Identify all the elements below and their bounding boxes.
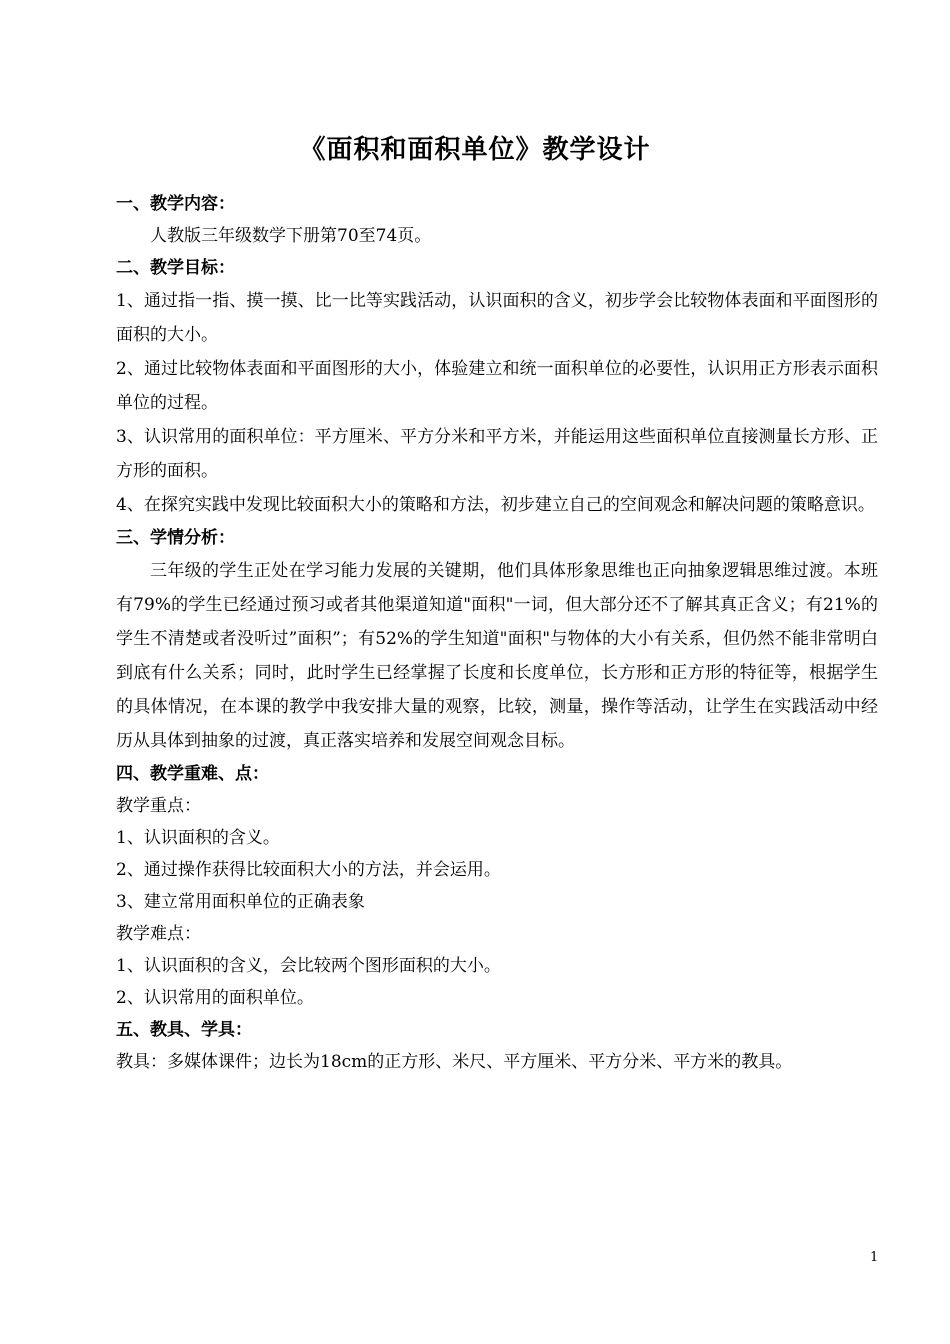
key-points-label: 教学重点： [116, 796, 201, 816]
section-heading-tools: 五、教具、学具： [116, 1020, 252, 1040]
page-number: 1 [870, 1250, 879, 1265]
difficult-points-label: 教学难点： [116, 924, 201, 944]
section-heading-analysis: 三、学情分析： [116, 528, 235, 548]
goal-item: 4、在探究实践中发现比较面积大小的策略和方法，初步建立自己的空间观念和解决问题的策略意识。 [116, 495, 875, 515]
section-heading-key-points: 四、教学重难、点： [116, 764, 269, 784]
goal-item: 1、通过指一指、摸一摸、比一比等实践活动，认识面积的含义，初步学会比较物体表面和平面图形的面积的大小。 [116, 291, 878, 345]
tools-text: 教具：多媒体课件；边长为18cm的正方形、米尺、平方厘米、平方分米、平方米的教具。 [116, 1052, 793, 1072]
section-heading-goals: 二、教学目标： [116, 258, 235, 278]
key-point-item: 1、认识面积的含义。 [116, 828, 280, 848]
document-title: 《面积和面积单位》教学设计 [299, 135, 651, 165]
key-point-item: 3、建立常用面积单位的正确表象 [116, 892, 365, 912]
key-point-item: 2、通过操作获得比较面积大小的方法，并会运用。 [116, 860, 501, 880]
document-body [116, 188, 878, 1078]
goal-item: 3、认识常用的面积单位：平方厘米、平方分米和平方米，并能运用这些面积单位直接测量长方形、正方形的面积。 [116, 427, 878, 481]
analysis-paragraph: 三年级的学生正处在学习能力发展的关键期，他们具体形象思维也正向抽象逻辑思维过渡。本班有79%的学生已经通过预习或者其他渠道知道"面积"一词，但大部分还不了解其真正含义；有21%的学生不清楚或者没听过”面积”；有52%的学生知道"面积"与物体的大小有关系，但仍然不能非常明白到底有什么关系；同时，此时学生已经掌握了长度和长度单位，长方形和正方形的特征等，根据学生的具体情况，在本课的教学中我安排大量的观察，比较，测量，操作等活动，让学生在实践活动中经历从具体到抽象的过渡，真正落实培养和发展空间观念目标。 [116, 561, 878, 751]
difficult-point-item: 2、认识常用的面积单位。 [116, 988, 314, 1008]
goal-item: 2、通过比较物体表面和平面图形的大小，体验建立和统一面积单位的必要性，认识用正方形表示面积单位的过程。 [116, 359, 878, 413]
difficult-point-item: 1、认识面积的含义，会比较两个图形面积的大小。 [116, 956, 501, 976]
section-heading-content: 一、教学内容： [116, 194, 235, 214]
content-text: 人教版三年级数学下册第70至74页。 [150, 226, 432, 246]
